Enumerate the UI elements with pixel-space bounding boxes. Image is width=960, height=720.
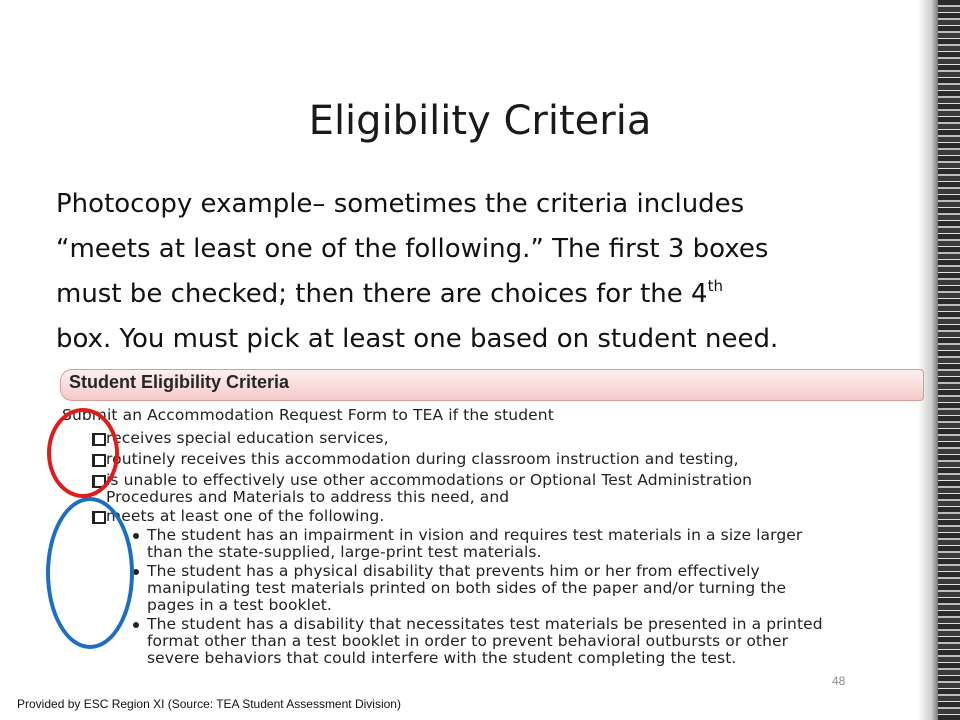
body-line-2: “meets at least one of the following.” The first 3 boxes	[56, 234, 769, 264]
red-circle-annotation	[47, 408, 119, 498]
bullet-2-line-3: pages in a test booklet.	[147, 596, 332, 614]
criteria-item-1: receives special education services,	[106, 429, 389, 447]
body-line-1: Photocopy example– sometimes the criteria includes	[56, 189, 745, 219]
criteria-item-3: is unable to effectively use other accommodations or Optional Test Administration	[106, 471, 753, 489]
superscript-th: th	[707, 277, 723, 295]
slide-title: Eligibility Criteria	[308, 98, 652, 144]
page-number: 48	[832, 674, 846, 688]
footer-credit: Provided by ESC Region XI (Source: TEA Student Assessment Division)	[17, 697, 401, 711]
bullet-1-line-1: The student has an impairment in vision and requires test materials in a size larger	[147, 526, 803, 544]
bullet-3-line-1: The student has a disability that necessitates test materials be presented in a printed	[147, 615, 823, 633]
bullet-icon	[133, 533, 139, 539]
criteria-header-bar	[60, 369, 924, 401]
blue-circle-annotation	[46, 497, 134, 649]
bullet-2-line-1: The student has a physical disability that prevents him or her from effectively	[147, 562, 760, 580]
criteria-intro: Submit an Accommodation Request Form to TEA if the student	[62, 406, 554, 424]
body-line-3-text: must be checked; then there are choices for the 4	[56, 279, 708, 309]
slide-body	[56, 182, 916, 362]
criteria-item-3-cont: Procedures and Materials to address this need, and	[106, 488, 510, 506]
criteria-header-title: Student Eligibility Criteria	[69, 372, 290, 392]
body-line-3	[56, 272, 916, 317]
criteria-item-4: meets at least one of the following.	[106, 507, 385, 525]
body-line-4: box. You must pick at least one based on student need.	[56, 324, 779, 354]
bullet-3-line-2: format other than a test booklet in order to prevent behavioral outbursts or other	[147, 632, 789, 650]
bullet-1-line-2: than the state-supplied, large-print test materials.	[147, 543, 542, 561]
bullet-icon	[133, 622, 139, 628]
bullet-3-line-3: severe behaviors that could interfere with the student completing the test.	[147, 649, 737, 667]
bullet-2-line-2: manipulating test materials printed on both sides of the paper and/or turning the	[147, 579, 787, 597]
criteria-item-2: routinely receives this accommodation during classroom instruction and testing,	[106, 450, 739, 468]
